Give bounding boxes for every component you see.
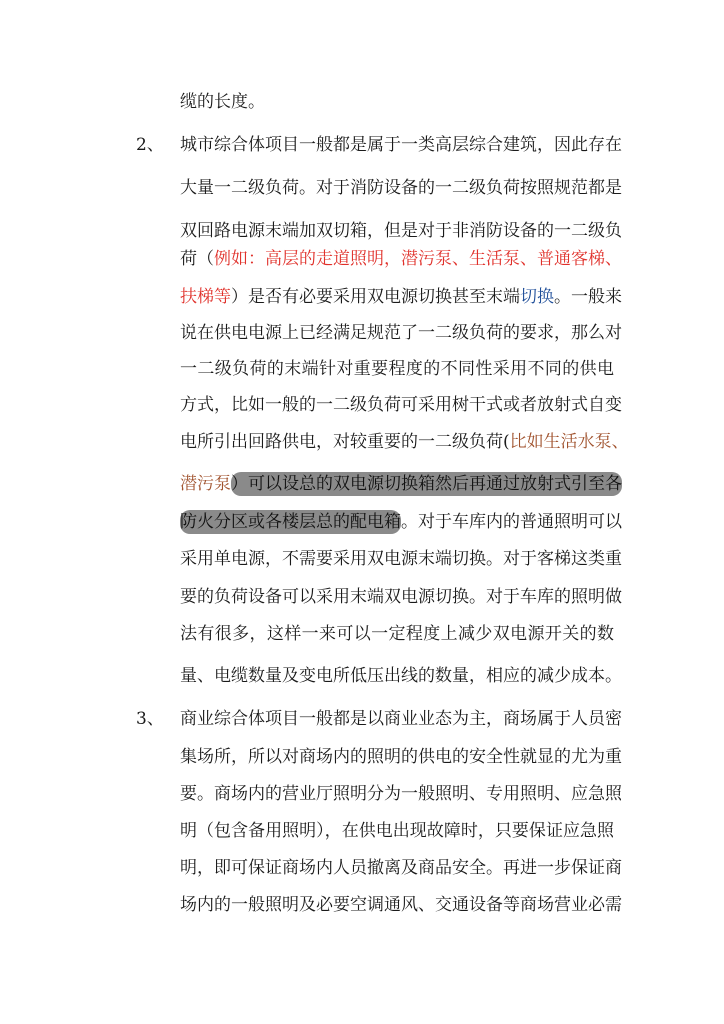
paragraph-line: 方式，比如一般的一二级负荷可采用树干式或者放射式自变	[180, 395, 622, 415]
paragraph-line: 明（包含备用照明），在供电出现故障时，只要保证应急照	[180, 821, 614, 841]
text-run: 。对于车库内的普通照明可以	[401, 512, 622, 532]
paragraph-line	[180, 430, 629, 454]
paragraph-line: 缆的长度。	[180, 92, 265, 112]
example-brown-text: 比如生活水泵、	[509, 432, 629, 452]
text-run: 。一般来	[554, 287, 622, 307]
example-red-text: 扶梯等	[180, 287, 231, 307]
paragraph-line: 双回路电源末端加双切箱，但是对于非消防设备的一二级负	[180, 221, 622, 241]
paragraph-line	[180, 285, 622, 309]
paragraph-line: 要。商场内的营业厅照明分为一般照明、专用照明、应急照	[180, 784, 622, 804]
text-run: ）是否有必要采用双电源切换甚至末端	[231, 287, 520, 307]
example-brown-text: 潜污泵	[180, 474, 231, 494]
paragraph-line: 说在供电电源上已经满足规范了一二级负荷的要求，那么对	[180, 323, 622, 343]
list-number-2: 2、	[136, 135, 164, 155]
paragraph-line: 明，即可保证商场内人员撤离及商品安全。再进一步保证商	[180, 858, 622, 878]
paragraph-line	[180, 510, 622, 534]
list-number-3: 3、	[136, 709, 164, 729]
paragraph-line: 一二级负荷的末端针对重要程度的不同性采用不同的供电	[180, 359, 614, 379]
paragraph-line: 要的负荷设备可以采用末端双电源切换。对于车库的照明做	[180, 587, 622, 607]
highlighted-text: 防火分区或各楼层总的配电箱	[180, 512, 401, 532]
paragraph-line	[180, 472, 622, 496]
paragraph-line: 大量一二级负荷。对于消防设备的一二级负荷按照规范都是	[180, 178, 622, 198]
text-run: 荷（	[180, 249, 214, 269]
highlighted-text: ）可以设总的双电源切换箱然后再通过放射式引至各	[231, 474, 622, 494]
paragraph-line: 商业综合体项目一般都是以商业业态为主，商场属于人员密	[180, 709, 622, 729]
paragraph-line: 采用单电源，不需要采用双电源末端切换。对于客梯这类重	[180, 549, 622, 569]
paragraph-line: 城市综合体项目一般都是属于一类高层综合建筑，因此存在	[180, 135, 622, 155]
paragraph-line	[180, 247, 622, 271]
text-run: 电所引出回路供电，对较重要的一二级负荷(	[180, 432, 510, 452]
example-red-text: 例如：高层的走道照明，潜污泵、生活泵、普通客梯、	[214, 249, 622, 269]
paragraph-line: 量、电缆数量及变电所低压出线的数量，相应的减少成本。	[180, 666, 622, 686]
paragraph-line: 法有很多，这样一来可以一定程度上减少双电源开关的数	[180, 624, 614, 644]
paragraph-line: 集场所，所以对商场内的照明的供电的安全性就显的尤为重	[180, 747, 622, 767]
paragraph-line: 场内的一般照明及必要空调通风、交通设备等商场营业必需	[180, 895, 622, 915]
blue-text: 切换	[520, 287, 554, 307]
